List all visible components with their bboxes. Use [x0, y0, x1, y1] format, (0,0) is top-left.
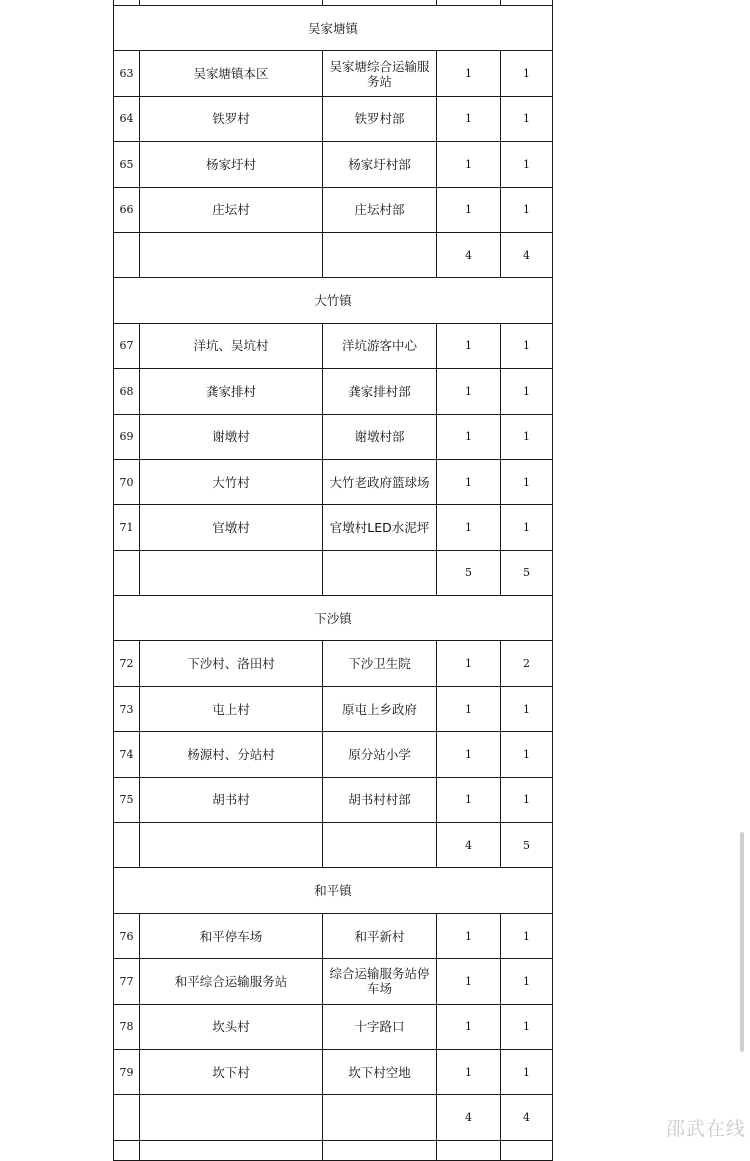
quantity-1: 1 [437, 686, 501, 731]
subtotal-blank [114, 232, 140, 277]
site-name: 官墩村LED水泥坪 [323, 505, 437, 550]
town-name: 吴家塘镇 [114, 6, 553, 51]
row-number: 66 [114, 187, 140, 232]
village-name: 和平停车场 [140, 913, 323, 958]
subtotal-quantity-2: 4 [501, 232, 553, 277]
row-number: 63 [114, 51, 140, 96]
quantity-1: 1 [437, 959, 501, 1004]
town-header-row [114, 596, 553, 641]
site-name: 综合运输服务站停车场 [323, 959, 437, 1004]
stub-cell [437, 1140, 501, 1160]
village-name: 官墩村 [140, 505, 323, 550]
table-row [114, 459, 553, 504]
quantity-1: 1 [437, 1004, 501, 1049]
row-number: 68 [114, 369, 140, 414]
quantity-1: 1 [437, 913, 501, 958]
watermark-text: 邵武在线 [665, 1118, 746, 1140]
quantity-2: 1 [501, 142, 553, 187]
table-row-partial-bottom [114, 1140, 553, 1160]
village-name: 下沙村、洛田村 [140, 641, 323, 686]
subtotal-blank [140, 550, 323, 595]
village-name: 坎下村 [140, 1049, 323, 1094]
site-name: 原屯上乡政府 [323, 686, 437, 731]
town-header-row [114, 868, 553, 913]
quantity-2: 1 [501, 959, 553, 1004]
site-name: 大竹老政府篮球场 [323, 459, 437, 504]
scrollbar[interactable] [740, 832, 744, 1052]
village-name: 和平综合运输服务站 [140, 959, 323, 1004]
subtotal-blank [140, 823, 323, 868]
village-name: 庄坛村 [140, 187, 323, 232]
document-table [113, 0, 553, 1161]
site-name: 胡书村村部 [323, 777, 437, 822]
quantity-2: 1 [501, 459, 553, 504]
quantity-2: 1 [501, 1049, 553, 1094]
row-number: 65 [114, 142, 140, 187]
subtotal-blank [140, 1095, 323, 1140]
stub-cell [501, 1140, 553, 1160]
row-number: 73 [114, 686, 140, 731]
row-number: 76 [114, 913, 140, 958]
subtotal-row [114, 823, 553, 868]
table-row [114, 1004, 553, 1049]
stub-cell [323, 1140, 437, 1160]
quantity-1: 1 [437, 414, 501, 459]
subtotal-blank [323, 232, 437, 277]
table-row [114, 323, 553, 368]
subtotal-blank [140, 232, 323, 277]
quantity-1: 1 [437, 51, 501, 96]
subtotal-blank [114, 823, 140, 868]
quantity-1: 1 [437, 323, 501, 368]
site-name: 谢墩村部 [323, 414, 437, 459]
quantity-1: 1 [437, 641, 501, 686]
quantity-2: 1 [501, 505, 553, 550]
row-number: 78 [114, 1004, 140, 1049]
quantity-2: 1 [501, 1004, 553, 1049]
quantity-1: 1 [437, 732, 501, 777]
row-number: 75 [114, 777, 140, 822]
quantity-1: 1 [437, 187, 501, 232]
row-number: 70 [114, 459, 140, 504]
row-number: 69 [114, 414, 140, 459]
quantity-1: 1 [437, 142, 501, 187]
village-name: 坎头村 [140, 1004, 323, 1049]
village-name: 杨家圩村 [140, 142, 323, 187]
quantity-2: 1 [501, 777, 553, 822]
subtotal-quantity-2: 4 [501, 1095, 553, 1140]
site-name: 铁罗村部 [323, 96, 437, 141]
town-header-row [114, 278, 553, 323]
village-name: 龚家排村 [140, 369, 323, 414]
village-name: 谢墩村 [140, 414, 323, 459]
town-name: 和平镇 [114, 868, 553, 913]
row-number: 77 [114, 959, 140, 1004]
subtotal-quantity-1: 4 [437, 232, 501, 277]
subtotal-row [114, 232, 553, 277]
quantity-2: 1 [501, 686, 553, 731]
table-row [114, 96, 553, 141]
table-row [114, 187, 553, 232]
subtotal-blank [323, 550, 437, 595]
table-row [114, 1049, 553, 1094]
stub-cell [114, 1140, 140, 1160]
row-number: 74 [114, 732, 140, 777]
quantity-1: 1 [437, 369, 501, 414]
subtotal-quantity-1: 5 [437, 550, 501, 595]
subtotal-quantity-1: 4 [437, 1095, 501, 1140]
site-name: 龚家排村部 [323, 369, 437, 414]
village-name: 杨源村、分站村 [140, 732, 323, 777]
town-name: 大竹镇 [114, 278, 553, 323]
subtotal-row [114, 1095, 553, 1140]
row-number: 72 [114, 641, 140, 686]
subtotal-row [114, 550, 553, 595]
quantity-1: 1 [437, 96, 501, 141]
table-body [114, 0, 553, 1160]
subtotal-blank [323, 823, 437, 868]
table-row [114, 686, 553, 731]
site-name: 原分站小学 [323, 732, 437, 777]
village-name: 洋坑、吴坑村 [140, 323, 323, 368]
site-name: 庄坛村部 [323, 187, 437, 232]
quantity-1: 1 [437, 459, 501, 504]
stub-cell [140, 1140, 323, 1160]
quantity-2: 2 [501, 641, 553, 686]
subtotal-blank [323, 1095, 437, 1140]
quantity-1: 1 [437, 505, 501, 550]
row-number: 64 [114, 96, 140, 141]
quantity-2: 1 [501, 51, 553, 96]
site-name: 洋坑游客中心 [323, 323, 437, 368]
site-name: 杨家圩村部 [323, 142, 437, 187]
quantity-1: 1 [437, 777, 501, 822]
row-number: 79 [114, 1049, 140, 1094]
table-row [114, 913, 553, 958]
table-row [114, 732, 553, 777]
village-name: 胡书村 [140, 777, 323, 822]
table-row [114, 142, 553, 187]
table-row [114, 369, 553, 414]
table-row [114, 959, 553, 1004]
town-name: 下沙镇 [114, 596, 553, 641]
subtotal-blank [114, 550, 140, 595]
quantity-2: 1 [501, 323, 553, 368]
subtotal-quantity-2: 5 [501, 823, 553, 868]
quantity-2: 1 [501, 913, 553, 958]
subtotal-blank [114, 1095, 140, 1140]
quantity-2: 1 [501, 187, 553, 232]
quantity-1: 1 [437, 1049, 501, 1094]
table-row [114, 505, 553, 550]
subtotal-quantity-1: 4 [437, 823, 501, 868]
village-name: 铁罗村 [140, 96, 323, 141]
quantity-2: 1 [501, 96, 553, 141]
village-name: 屯上村 [140, 686, 323, 731]
row-number: 71 [114, 505, 140, 550]
village-name: 吴家塘镇本区 [140, 51, 323, 96]
quantity-2: 1 [501, 732, 553, 777]
table-row [114, 51, 553, 96]
site-name: 和平新村 [323, 913, 437, 958]
site-name: 十字路口 [323, 1004, 437, 1049]
row-number: 67 [114, 323, 140, 368]
table-row [114, 777, 553, 822]
site-name: 下沙卫生院 [323, 641, 437, 686]
table-row [114, 414, 553, 459]
town-header-row [114, 6, 553, 51]
site-name: 坎下村空地 [323, 1049, 437, 1094]
site-name: 吴家塘综合运输服务站 [323, 51, 437, 96]
village-name: 大竹村 [140, 459, 323, 504]
quantity-2: 1 [501, 414, 553, 459]
quantity-2: 1 [501, 369, 553, 414]
subtotal-quantity-2: 5 [501, 550, 553, 595]
table-row [114, 641, 553, 686]
